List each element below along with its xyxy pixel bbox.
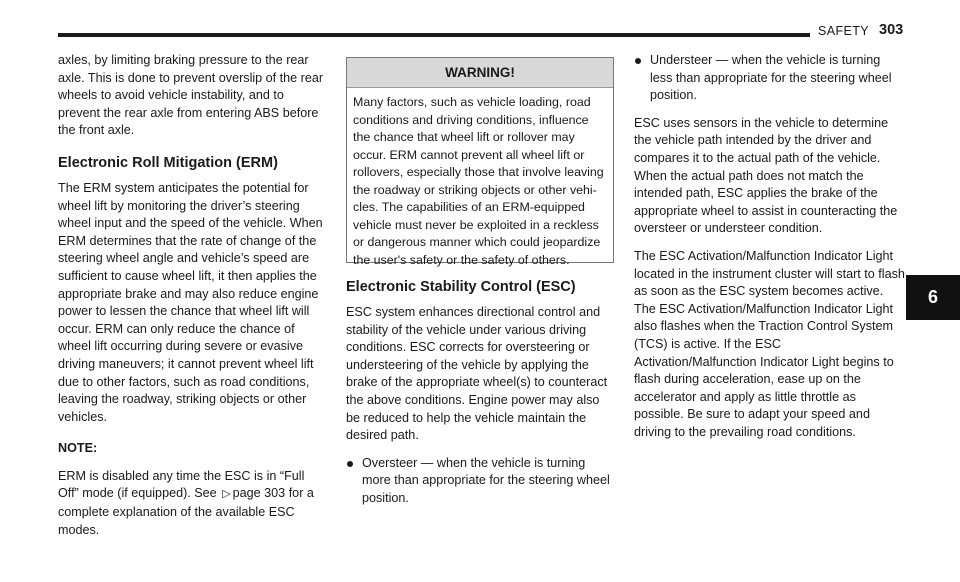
note-label: NOTE: xyxy=(58,441,98,456)
esc-heading: Electronic Stability Control (ESC) xyxy=(346,279,576,295)
column-right xyxy=(634,52,906,451)
note-text-after: for a complete explanation of the available ESC modes. xyxy=(58,486,314,537)
erm-paragraph: The ERM system anticipates the potential for wheel lift by monitoring the driver’s steering wheel input and the speed of the vehicle. When ERM determines that the rate of change of the steering wheel angle and vehicle’s speed are sufficient to cause wheel lift, it then applies the appropriate brake and may also reduce engine power to lessen the chance that wheel lift will occur. ERM can only reduce the chance of wheel lift occurring during severe or evasive driving maneuvers; it cannot prevent wheel lift due to other factors, such as road conditions, leaving the roadway, striking objects or other vehicles. xyxy=(58,180,323,424)
esc-bullet-list-continued xyxy=(634,52,906,105)
note-paragraph xyxy=(58,468,328,539)
column-middle xyxy=(346,278,616,518)
intro-paragraph: axles, by limiting braking pressure to the rear axle. This is done to prevent overslip of the rear wheels to avoid vehicle instability, and to prevent the rear axle from entering ABS before the front axle. xyxy=(58,53,324,138)
list-item xyxy=(346,455,616,508)
understeer-text: Understeer — when the vehicle is turning less than appropriate for the steering wheel position. xyxy=(650,53,892,103)
sensors-paragraph: ESC uses sensors in the vehicle to determine the vehicle path intended by the driver and compares it to the actual path of the vehicle. When the actual path does not match the intended path, ESC applies the brake of the appropriate wheel to assist in counteracting the oversteer or understeer condition. xyxy=(634,115,898,236)
warning-title: WARNING! xyxy=(347,58,613,88)
page-number: 303 xyxy=(879,22,904,38)
header-rule xyxy=(58,33,810,37)
oversteer-text: Oversteer — when the vehicle is turning more than appropriate for the steering wheel position. xyxy=(362,455,610,505)
bullet-icon xyxy=(347,461,353,467)
esc-bullet-list xyxy=(346,455,616,508)
page-ref-link[interactable]: page 303 xyxy=(232,486,286,501)
chapter-tab: 6 xyxy=(906,275,960,320)
section-title: SAFETY xyxy=(818,24,870,38)
warning-body: Many factors, such as vehicle loading, road conditions and driving conditions, influence the chance that wheel lift or rollover may occur. ERM cannot prevent all wheel lift or rollovers, especially those that involve leaving the roadway or striking objects or other vehicles. The capabilities of an ERM-equipped vehicle must never be exploited in a reckless or dangerous manner which could jeopardize the user's safety or the safety of others. xyxy=(353,95,604,267)
indicator-paragraph: The ESC Activation/Malfunction Indicator Light located in the instrument cluster will start to flash as soon as the ESC system becomes active. The ESC Activation/Malfunction Indicator Light also flashes when the Traction Control System (TCS) is active. If the ESC Activation/Malfunction Indicator Light begins to flash during acceleration, ease up on the accelerator and apply as little throttle as possible. Be sure to adapt your speed and driving to the prevailing road conditions. xyxy=(634,248,905,439)
column-left xyxy=(58,52,328,549)
bullet-icon xyxy=(635,58,641,64)
erm-heading: Electronic Roll Mitigation (ERM) xyxy=(58,154,278,171)
page-ref-arrow-icon: ▷ xyxy=(222,488,231,501)
esc-paragraph: ESC system enhances directional control and stability of the vehicle under various driving conditions. ESC corrects for oversteering or understeering of the vehicle by applying the brake of the appropriate wheel(s) to counteract the above conditions. Engine power may also be reduced to help the vehicle maintain the desired path. xyxy=(346,305,608,443)
note-text-before: ERM is disabled any time the ESC is in “Full Off” mode (if equipped). See xyxy=(58,468,305,501)
list-item xyxy=(634,52,906,105)
warning-box xyxy=(346,57,614,267)
